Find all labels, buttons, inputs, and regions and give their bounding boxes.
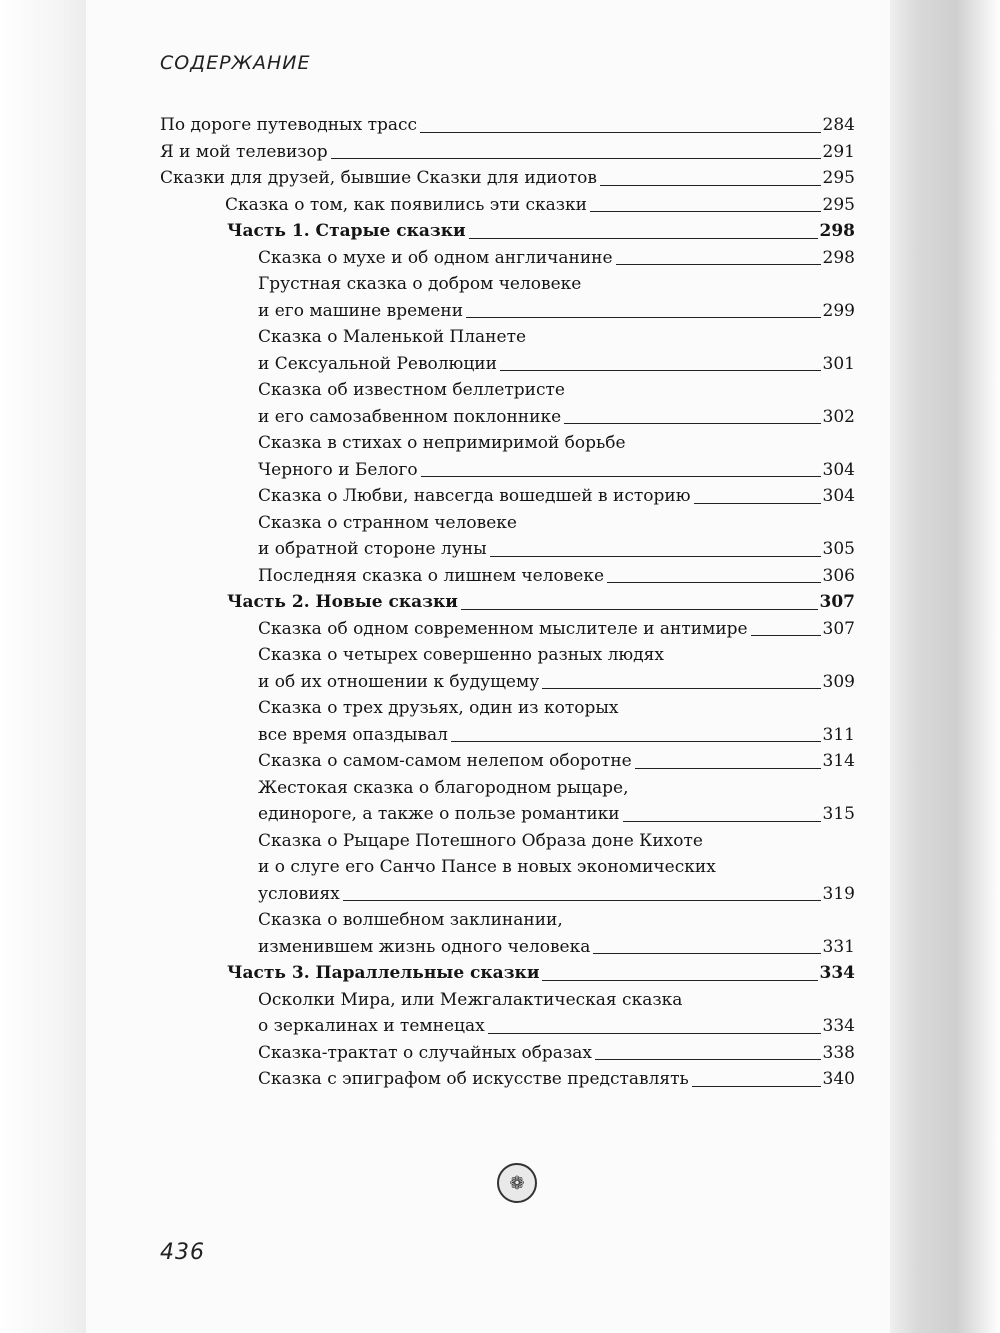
toc-entry-page: 307 <box>819 592 855 612</box>
toc-entry <box>160 1066 855 1093</box>
toc-entry-page: 298 <box>819 221 855 241</box>
toc-entry-title: Сказка об одном современном мыслителе и антимире <box>258 618 748 639</box>
toc-entry <box>160 828 855 908</box>
leader-line <box>488 1033 821 1034</box>
toc-entry-page: 334 <box>822 1016 855 1036</box>
leader-line <box>421 476 821 477</box>
leader-line <box>623 821 821 822</box>
toc-entry-title: Сказка о самом-самом нелепом оборотне <box>258 751 632 771</box>
toc-entry-line-continued <box>160 510 855 537</box>
toc-entry-title: Часть 1. Старые сказки <box>227 221 466 241</box>
toc-entry-title: Сказка о волшебном заклинании, <box>258 910 563 930</box>
leader-line <box>692 1086 821 1087</box>
page-edge-right <box>890 0 1000 1333</box>
toc-entry-line <box>160 112 855 139</box>
toc-entry-line <box>160 536 855 563</box>
toc-entry-line-continued <box>160 271 855 298</box>
leader-line <box>600 185 821 186</box>
toc-entry-line-continued <box>160 642 855 669</box>
leader-line <box>420 132 821 133</box>
toc-entry-page: 340 <box>822 1069 855 1089</box>
toc-entry-line <box>160 1040 855 1067</box>
toc-entry-line <box>160 881 855 908</box>
toc-entry <box>160 775 855 828</box>
toc-entry-title: Сказка-трактат о случайных образах <box>258 1042 592 1063</box>
toc-entry-page: 305 <box>822 539 855 559</box>
toc-entry <box>160 987 855 1040</box>
toc-entry-line-continued <box>160 324 855 351</box>
toc-entry-page: 331 <box>822 936 855 957</box>
toc-entry <box>160 165 855 192</box>
toc-entry-line <box>160 748 855 775</box>
toc-entry <box>160 1040 855 1067</box>
toc-entry-title: о зеркалинах и темнецах <box>258 1016 485 1036</box>
toc-entry-page: 307 <box>822 618 855 639</box>
toc-entry-line <box>160 589 855 616</box>
toc-entry-line <box>160 165 855 192</box>
toc-entry <box>160 748 855 775</box>
toc-entry-page: 295 <box>822 168 855 188</box>
toc-entry-title: единороге, а также о пользе романтики <box>258 804 620 824</box>
toc-entry-line <box>160 457 855 484</box>
toc-entry-title: Часть 3. Параллельные сказки <box>227 963 540 983</box>
toc-entry-page: 309 <box>822 671 855 692</box>
toc-entry-line <box>160 404 855 431</box>
toc-entry-title: Часть 2. Новые сказки <box>227 592 458 612</box>
toc-entry-page: 304 <box>822 459 855 480</box>
toc-entry-title: Сказка в стихах о непримиримой борьбе <box>258 433 626 453</box>
toc-entry-title: Грустная сказка о добром человеке <box>258 274 582 294</box>
toc-entry-title: Осколки Мира, или Межгалактическая сказка <box>258 989 683 1010</box>
toc-entry-title: и его машине времени <box>258 300 464 321</box>
leader-line <box>542 688 820 689</box>
toc-entry-title: По дороге путеводных трасс <box>160 115 418 135</box>
toc-entry-line <box>160 1066 855 1093</box>
toc-entry-line <box>160 934 855 961</box>
table-of-contents <box>160 112 855 1093</box>
toc-entry <box>160 218 855 245</box>
leader-line <box>607 582 820 583</box>
toc-entry-page: 315 <box>822 804 855 824</box>
toc-entry-page: 338 <box>822 1042 855 1063</box>
leader-line <box>461 609 818 610</box>
publisher-logo-icon: ❁ <box>497 1163 537 1203</box>
toc-entry-title: Сказки для друзей, бывшие Сказки для идиотов <box>160 168 597 188</box>
toc-entry-page: 295 <box>822 194 855 215</box>
page-gutter-left <box>0 0 86 1333</box>
leader-line <box>451 741 821 742</box>
leader-line <box>564 423 820 424</box>
toc-entry-line-continued <box>160 430 855 457</box>
toc-entry <box>160 271 855 324</box>
toc-entry-title: Сказка о том, как появились эти сказки <box>225 194 587 215</box>
toc-entry-line <box>160 245 855 272</box>
toc-entry <box>160 112 855 139</box>
leader-line <box>595 1059 821 1060</box>
toc-entry <box>160 907 855 960</box>
toc-entry-page: 291 <box>822 141 855 162</box>
leader-line <box>616 264 821 265</box>
toc-entry <box>160 377 855 430</box>
toc-entry-line <box>160 139 855 166</box>
leader-line <box>469 238 818 239</box>
toc-entry-line-continued <box>160 695 855 722</box>
toc-entry <box>160 324 855 377</box>
toc-entry-line-continued <box>160 775 855 802</box>
toc-entry <box>160 960 855 987</box>
toc-entry-line <box>160 960 855 987</box>
toc-entry-title: Сказка о Рыцаре Потешного Образа доне Кихоте <box>258 830 703 851</box>
toc-entry-page: 302 <box>822 406 855 427</box>
toc-entry-title: Сказка о Маленькой Планете <box>258 327 527 347</box>
toc-entry-title: и об их отношении к будущему <box>258 671 540 692</box>
toc-entry-title: и о слуге его Санчо Пансе в новых экономических <box>258 857 716 877</box>
leader-line <box>343 900 821 901</box>
toc-entry <box>160 563 855 590</box>
leader-line <box>694 503 821 504</box>
leader-line <box>490 556 821 557</box>
toc-entry-title: и его самозабвенном поклоннике <box>258 406 562 427</box>
toc-entry <box>160 430 855 483</box>
toc-entry <box>160 483 855 510</box>
toc-entry-title: условиях <box>258 883 340 904</box>
toc-entry-title: все время опаздывал <box>258 724 448 745</box>
toc-entry-line <box>160 192 855 219</box>
toc-entry-line <box>160 616 855 643</box>
toc-entry-line <box>160 483 855 510</box>
toc-entry-title: Сказка о трех друзьях, один из которых <box>258 698 619 718</box>
toc-entry-title: Сказка о Любви, навсегда вошедшей в историю <box>258 486 691 506</box>
toc-entry-line <box>160 298 855 325</box>
leader-line <box>542 980 817 981</box>
toc-entry-line <box>160 669 855 696</box>
toc-entry <box>160 139 855 166</box>
leader-line <box>500 370 821 371</box>
toc-entry-line <box>160 218 855 245</box>
toc-entry <box>160 510 855 563</box>
toc-entry <box>160 695 855 748</box>
leader-line <box>331 158 821 159</box>
toc-entry <box>160 245 855 272</box>
toc-entry-page: 311 <box>822 724 855 745</box>
toc-entry <box>160 589 855 616</box>
toc-entry <box>160 642 855 695</box>
toc-entry-page: 284 <box>822 115 855 135</box>
toc-entry <box>160 192 855 219</box>
toc-entry-line <box>160 351 855 378</box>
toc-entry-title: Сказка с эпиграфом об искусстве представлять <box>258 1069 689 1089</box>
leader-line <box>590 211 821 212</box>
toc-entry-line <box>160 722 855 749</box>
toc-entry-page: 304 <box>822 486 855 506</box>
leader-line <box>635 768 821 769</box>
leader-line <box>593 953 820 954</box>
toc-entry-line-continued <box>160 377 855 404</box>
toc-entry-line-continued <box>160 907 855 934</box>
toc-entry-title: Сказка о четырех совершенно разных людях <box>258 645 664 665</box>
toc-entry-page: 306 <box>822 565 855 586</box>
toc-entry-page: 298 <box>822 247 855 268</box>
toc-entry-title: Жестокая сказка о благородном рыцаре, <box>258 777 629 798</box>
leader-line <box>751 635 821 636</box>
toc-entry-title: Черного и Белого <box>258 459 418 480</box>
toc-entry-title: Сказка об известном беллетристе <box>258 380 565 400</box>
page-number: 436 <box>160 1240 205 1265</box>
toc-entry-page: 314 <box>822 751 855 771</box>
running-header: СОДЕРЖАНИЕ <box>160 52 311 74</box>
toc-entry-title: и обратной стороне луны <box>258 539 487 559</box>
toc-entry-title: Я и мой телевизор <box>160 141 328 162</box>
leader-line <box>466 317 820 318</box>
toc-entry-title: Сказка о мухе и об одном англичанине <box>258 247 613 268</box>
toc-entry-page: 334 <box>819 963 855 983</box>
toc-entry-title: Сказка о странном человеке <box>258 512 517 533</box>
toc-entry-line-continued <box>160 828 855 855</box>
toc-entry-title: и Сексуальной Революции <box>258 353 497 374</box>
toc-entry-line <box>160 563 855 590</box>
toc-entry-line-continued <box>160 854 855 881</box>
toc-entry-title: изменившем жизнь одного человека <box>258 936 591 957</box>
toc-entry-line-continued <box>160 987 855 1014</box>
toc-entry-line <box>160 1013 855 1040</box>
toc-entry-page: 299 <box>822 300 855 321</box>
toc-entry-page: 301 <box>822 353 855 374</box>
toc-entry-page: 319 <box>822 883 855 904</box>
toc-entry-line <box>160 801 855 828</box>
toc-entry-title: Последняя сказка о лишнем человеке <box>258 565 605 586</box>
toc-entry <box>160 616 855 643</box>
